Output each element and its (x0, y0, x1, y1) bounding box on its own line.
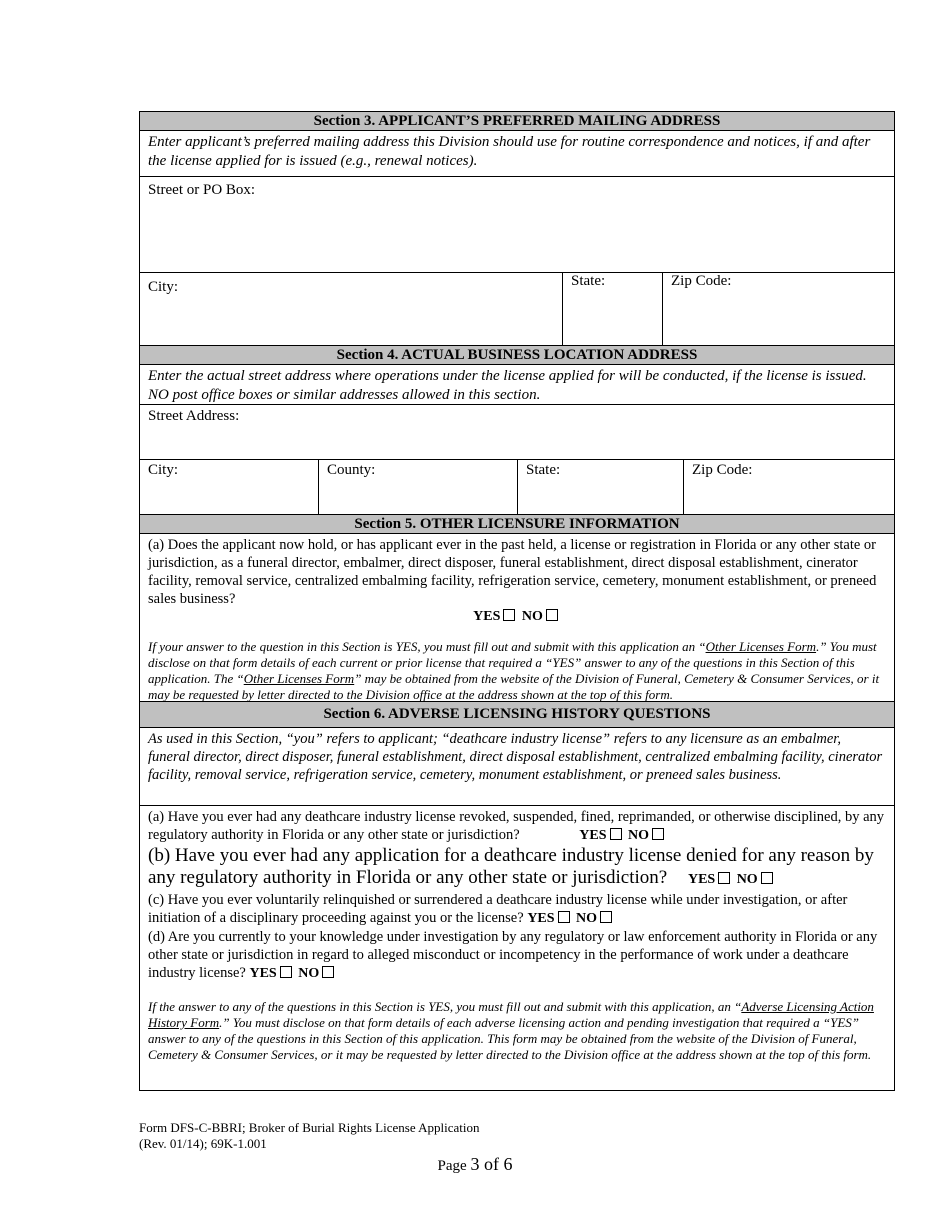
section5-question-a: (a) Does the applicant now hold, or has applicant ever in the past held, a license or registration in Florida or any other state or jurisdiction, as a funeral director, embalmer, direct disposer, funeral establishment, direct disposal establishment, cinerator facility, removal service, centralized embalming facility, refrigeration service, cemetery, monument establishment, or preneed sales business? (148, 537, 877, 607)
form-footer (139, 1120, 480, 1152)
q6d-yes-checkbox[interactable] (280, 966, 292, 978)
application-form (139, 111, 895, 1091)
section4-street-field[interactable] (139, 405, 895, 460)
page-number (0, 1154, 950, 1175)
section4-instructions: Enter the actual street address where operations under the license applied for will be conducted, if the license is issued. NO post office boxes or similar addresses allowed in this section. (139, 365, 895, 405)
q6d-no-checkbox[interactable] (322, 966, 334, 978)
q6a-no-label: NO (628, 828, 650, 843)
section3-state-label: State: (571, 273, 606, 289)
section6-header: Section 6. ADVERSE LICENSING HISTORY QUESTIONS (139, 702, 895, 728)
other-licenses-form-link-2[interactable]: Other Licenses Form (243, 671, 355, 686)
footer-form-id: Form DFS-C-BBRI; Broker of Burial Rights License Application (139, 1120, 480, 1135)
section6-question-a (148, 808, 886, 845)
q6a-yes-checkbox[interactable] (610, 828, 622, 840)
q6b-yes-label: YES (687, 872, 716, 887)
section3-street-label: Street or PO Box: (148, 182, 256, 198)
q6c-no-label: NO (576, 911, 598, 926)
section4-county-field[interactable] (318, 460, 517, 514)
section5-no-checkbox[interactable] (546, 609, 558, 621)
section6-definition: As used in this Section, “you” refers to applicant; “deathcare industry license” refers to any licensure as an embalmer, funeral director, direct disposer, funeral establishment, direct disposal establishment, centralized embalming facility, cinerator facility, removal service, refrigeration service, cemetery, monument establishment, or preneed sales business. (139, 728, 895, 806)
page-of: of (479, 1154, 504, 1174)
section3-instructions: Enter applicant’s preferred mailing address this Division should use for routine correspondence and notices, if and after the license applied for is issued (e.g., renewal notices). (139, 131, 895, 177)
section3-state-field[interactable] (562, 273, 662, 345)
q6c-no-checkbox[interactable] (600, 911, 612, 923)
q6c-yes-checkbox[interactable] (558, 911, 570, 923)
section6-note-text1: If the answer to any of the questions in this Section is YES, you must fill out and submit with this application, an “ (148, 999, 742, 1014)
section6-question-d (148, 928, 886, 983)
section5-no-label: NO (521, 609, 543, 624)
section6-question-d-text: (d) Are you currently to your knowledge under investigation by any regulatory or law enforcement authority in Florida or any other state or jurisdiction in regard to alleged misconduct or incompetency in the performance of work under a deathcare industry license? (148, 929, 878, 981)
footer-revision: (Rev. 01/14); 69K-1.001 (139, 1136, 267, 1151)
q6b-yes-checkbox[interactable] (718, 872, 730, 884)
section4-zip-label: Zip Code: (692, 462, 753, 478)
section3-city-label: City: (148, 279, 179, 295)
section4-zip-field[interactable] (683, 460, 894, 514)
section3-street-field[interactable] (139, 177, 895, 273)
section4-state-label: State: (526, 462, 561, 478)
q6b-no-label: NO (736, 872, 758, 887)
page-total: 6 (503, 1154, 513, 1174)
section6-question-a-text: (a) Have you ever had any deathcare industry license revoked, suspended, fined, reprimanded, or otherwise disciplined, by any regulatory authority in Florida or any other state or jurisdiction? (148, 809, 885, 843)
section6-note (148, 999, 886, 1063)
section5-yes-label: YES (473, 609, 501, 624)
q6a-yes-label: YES (579, 828, 607, 843)
section3-zip-field[interactable] (662, 273, 894, 345)
section6-question-c-text: (c) Have you ever voluntarily relinquished or surrendered a deathcare industry license while under investigation, or after initiation of a disciplinary proceeding against you or the license? (148, 892, 848, 926)
section6-body (139, 806, 895, 1091)
section3-city-state-zip-row (139, 273, 895, 346)
q6d-no-label: NO (298, 966, 320, 981)
section5-note-text1: If your answer to the question in this Section is YES, you must fill out and submit with this application an “ (148, 639, 706, 654)
q6a-no-checkbox[interactable] (652, 828, 664, 840)
section5-yes-no (148, 609, 886, 625)
section3-header: Section 3. APPLICANT’S PREFERRED MAILING ADDRESS (139, 111, 895, 131)
section4-street-label: Street Address: (148, 408, 240, 424)
section4-county-label: County: (327, 462, 376, 478)
section6-question-c (148, 891, 886, 928)
section4-header: Section 4. ACTUAL BUSINESS LOCATION ADDRESS (139, 346, 895, 365)
page-current: 3 (470, 1154, 480, 1174)
section4-city-label: City: (148, 462, 179, 478)
page-prefix: Page (437, 1158, 471, 1174)
section3-city-field[interactable] (140, 273, 562, 345)
section5-body (139, 534, 895, 702)
q6b-no-checkbox[interactable] (761, 872, 773, 884)
section5-yes-checkbox[interactable] (503, 609, 515, 621)
q6d-yes-label: YES (249, 966, 277, 981)
section4-city-county-state-zip-row (139, 460, 895, 515)
adverse-licensing-form-link[interactable]: Adverse Licensing Action History Form (148, 999, 874, 1030)
section6-note-text2: .” You must disclose on that form details of each adverse licensing action and pending investigation that required a “YES” answer to any of the questions in this Section of this application. This form may be obtained from the website of the Division of Funeral, Cemetery & Consumer Services, or it may be requested by letter directed to the Division office at the address shown at the top of this form. (148, 1015, 872, 1062)
section5-note-text3: ” may be obtained from the website of the Division of Funeral, Cemetery & Consumer Services, or it may be requested by letter directed to the Division office at the address shown at the top of this form. (148, 671, 880, 702)
section5-note (148, 639, 886, 703)
section5-note-text2: .” You must disclose on that form details of each current or prior license that required a “YES” answer to any of the questions in this Section of this application. The “ (148, 639, 877, 686)
section6-question-b (148, 845, 886, 891)
other-licenses-form-link[interactable]: Other Licenses Form (705, 639, 817, 654)
q6c-yes-label: YES (527, 911, 555, 926)
section3-zip-label: Zip Code: (671, 273, 732, 289)
section4-city-field[interactable] (140, 460, 318, 514)
section5-header: Section 5. OTHER LICENSURE INFORMATION (139, 515, 895, 534)
section6-question-b-text: (b) Have you ever had any application for a deathcare industry license denied for any reason by any regulatory authority in Florida or any other state or jurisdiction? (148, 845, 874, 888)
section4-state-field[interactable] (517, 460, 683, 514)
